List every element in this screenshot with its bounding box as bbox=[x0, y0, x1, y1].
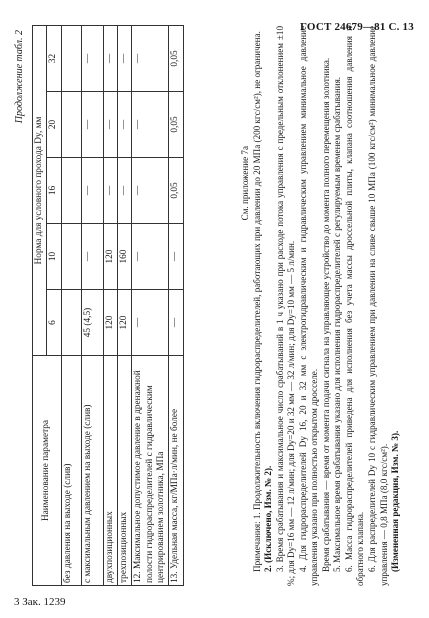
see-appendix-ref: См. приложение 7а bbox=[240, 146, 250, 221]
row-value: — bbox=[81, 26, 103, 92]
row-value bbox=[61, 290, 81, 356]
row-value: 120 bbox=[117, 290, 131, 356]
note-paragraph: Примечания: 1. Продолжительность включения гидрораспределителей, работающих при давлении до 20 МПа (200 кгс/см²), не ограничена. bbox=[251, 31, 262, 572]
row-value: 45 (4,5) bbox=[81, 290, 103, 356]
note-paragraph: 5. Максимальное время срабатывания указано для исполнения гидрораспределителей с регулируемым временем срабатывания. bbox=[332, 76, 343, 572]
row-value: — bbox=[169, 290, 183, 356]
note-paragraph: 4. Для гидрораспределителей Dy 16, 20 и 32 мм с электрогидравлическим и гидравлическим управлением минимальное давление управления указано при полностью открытом дросселе. bbox=[297, 26, 320, 586]
table-continuation-label: Продолжение табл. 2 bbox=[14, 30, 25, 124]
row-value: — bbox=[132, 290, 169, 356]
table-row bbox=[117, 26, 131, 586]
note-paragraph: Время срабатывания — время от момента подачи сигнала на управляющее устройство до момента полного перемещения золотника. bbox=[320, 57, 331, 572]
row-value: 120 bbox=[103, 224, 117, 290]
row-value: 120 bbox=[103, 290, 117, 356]
table-row bbox=[169, 26, 183, 586]
table-header-row bbox=[33, 26, 47, 586]
size-header: 16 bbox=[47, 158, 61, 224]
row-value: — bbox=[132, 92, 169, 158]
row-value bbox=[61, 26, 81, 92]
row-value: — bbox=[132, 224, 169, 290]
row-value: — bbox=[81, 224, 103, 290]
row-value: — bbox=[81, 158, 103, 224]
row-label: 13. Удельная масса, кг/МПа·л/мин, не более bbox=[169, 356, 183, 586]
size-header: 10 bbox=[47, 224, 61, 290]
row-value bbox=[61, 92, 81, 158]
row-value: — bbox=[117, 92, 131, 158]
row-value: 0,05 bbox=[169, 158, 183, 224]
param-column-header: Наименование параметра bbox=[33, 356, 62, 586]
row-value bbox=[61, 224, 81, 290]
row-value: 160 bbox=[117, 224, 131, 290]
row-value: — bbox=[132, 26, 169, 92]
row-label: с максимальным давлением на выходе (слив) bbox=[81, 356, 103, 586]
size-header: 32 bbox=[47, 26, 61, 92]
row-value: 0,05 bbox=[169, 26, 183, 92]
row-value: — bbox=[117, 26, 131, 92]
row-value: — bbox=[103, 158, 117, 224]
row-value: — bbox=[132, 158, 169, 224]
table-row bbox=[132, 26, 169, 586]
table-row bbox=[103, 26, 117, 586]
size-header: 20 bbox=[47, 92, 61, 158]
row-label: без давления на выходе (слив) bbox=[61, 356, 81, 586]
row-label: двухпозиционных bbox=[103, 356, 117, 586]
note-paragraph: 6. Для распределителей Dy 10 с гидравлическим управлением при давлении на сливе свыше 10 МПа (100 кгс/см²) минимальное давление управления — 0,8 МПа (8,0 кгс/см²). bbox=[367, 26, 389, 586]
row-value: — bbox=[169, 224, 183, 290]
row-value: — bbox=[103, 92, 117, 158]
note-paragraph: 6. Масса гидрораспределителей приведена для исполнения без учета массы дроссельной плиты, клапана соотношения давления и обратного клапана. bbox=[343, 26, 366, 586]
notes-section bbox=[240, 26, 402, 586]
row-value: — bbox=[81, 92, 103, 158]
rotated-page-content bbox=[14, 26, 429, 586]
row-label: 12. Максимальное допустимое давление в дренажной полости гидрораспределителей с гидравлическим центрированием золотника, МПа bbox=[132, 356, 169, 586]
note-paragraph: 2. (Исключено, Изм. № 2). bbox=[263, 465, 274, 572]
row-value: 0,05 bbox=[169, 92, 183, 158]
table-row bbox=[81, 26, 103, 586]
size-header: 6 bbox=[47, 290, 61, 356]
note-amendment: (Измененная редакция, Изм. № 3). bbox=[390, 430, 401, 572]
row-value bbox=[61, 158, 81, 224]
page-footer: 3 Зак. 1239 bbox=[14, 596, 66, 608]
norm-header: Норма для условного прохода Dy, мм bbox=[33, 26, 47, 356]
row-label: трехпозиционных bbox=[117, 356, 131, 586]
parameters-table bbox=[32, 25, 184, 586]
note-paragraph: 3. Время срабатывания и максимальное число срабатываний в 1 ч указано при расходе потока управления с предельным отклонением ±10 %; для Dy=16 мм — 12 л/мин; для Dy=20 и 32 мм — 32 л/мин; для Dy=10 мм — 5 л/мин. bbox=[274, 26, 297, 586]
row-value: — bbox=[117, 158, 131, 224]
page-header: ГОСТ 24679—81 С. 13 bbox=[300, 21, 414, 33]
table-row bbox=[61, 26, 81, 586]
row-value: — bbox=[103, 26, 117, 92]
